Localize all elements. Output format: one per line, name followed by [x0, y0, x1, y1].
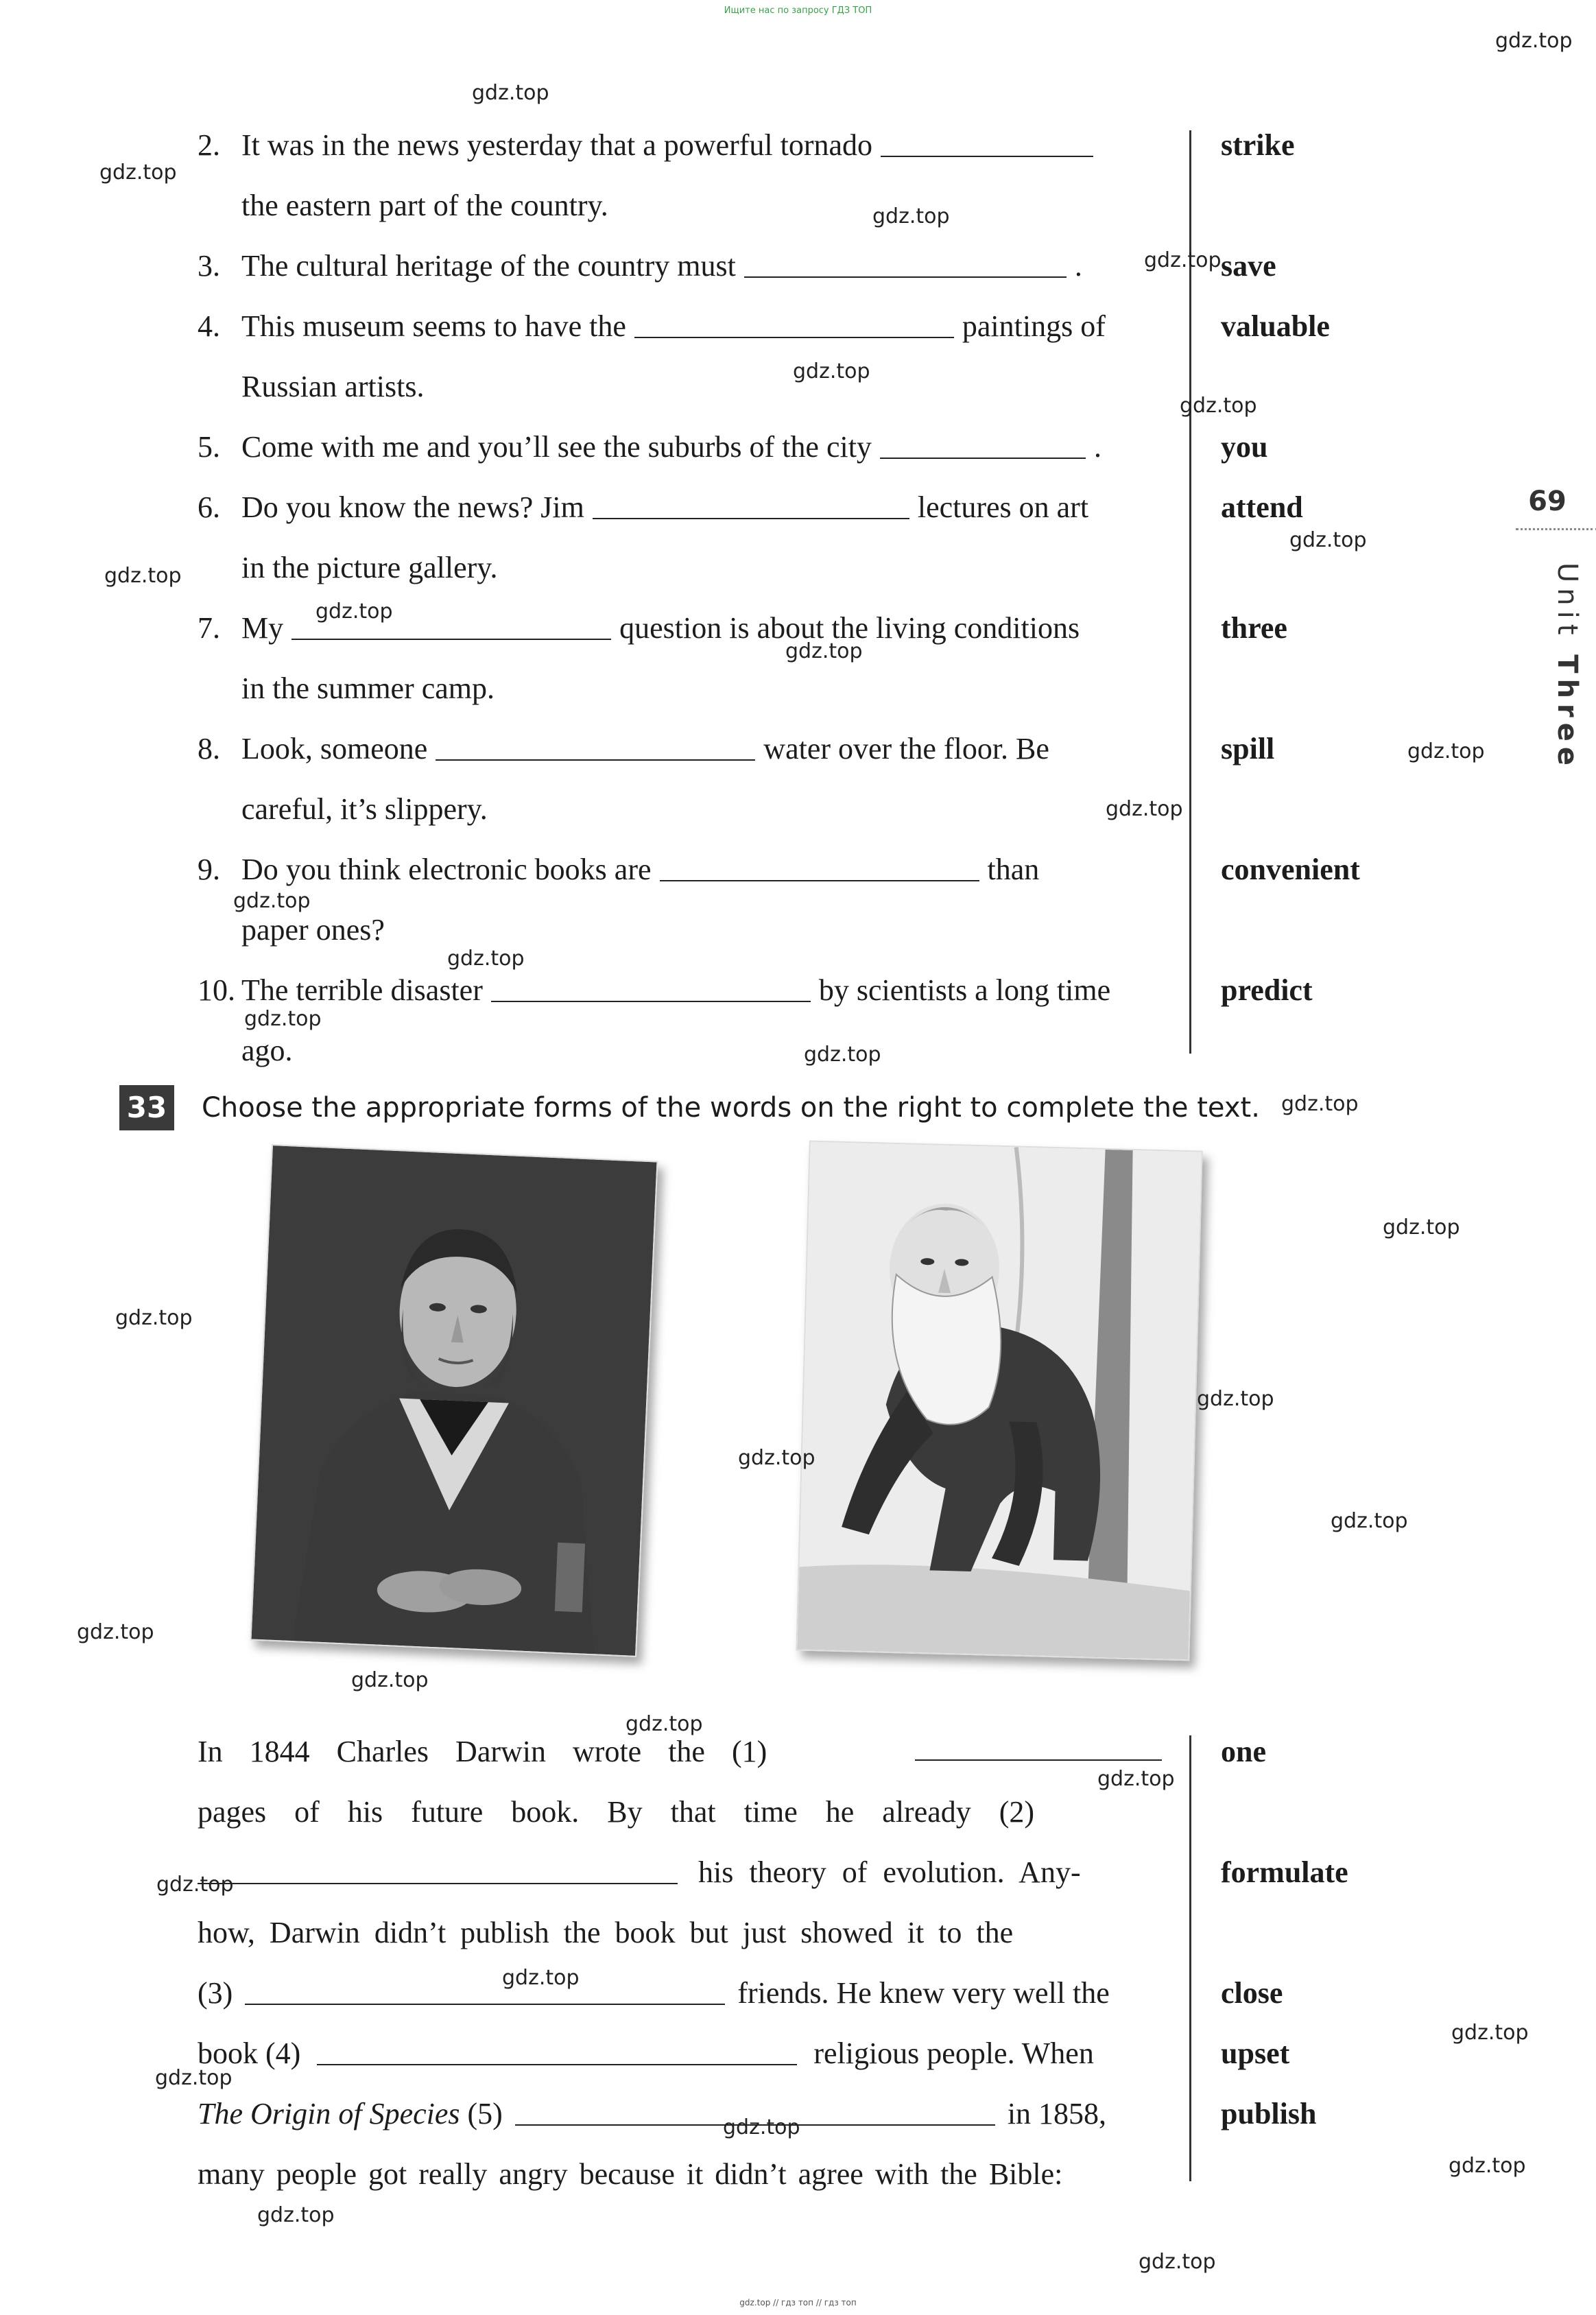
item-text: Look, someone: [241, 732, 428, 765]
watermark: gdz.top: [99, 161, 177, 185]
hint-word: one: [1221, 1735, 1266, 1768]
unit-number-word: Three: [1551, 654, 1583, 771]
item-number: 5.: [198, 430, 220, 464]
answer-blank[interactable]: [660, 880, 979, 881]
item-continuation: careful, it’s slippery.: [241, 792, 488, 826]
item-number: 7.: [198, 611, 220, 645]
watermark: gdz.top: [1331, 1509, 1408, 1533]
footer-note: gdz.top // гдз топ // гдз топ: [739, 2298, 857, 2307]
text-line: pages of his future book. By that time he already (2): [198, 1795, 1035, 1829]
watermark: gdz.top: [872, 204, 950, 228]
text-line: [198, 2023, 1162, 2084]
item-text: The cultural heritage of the country must: [241, 249, 736, 283]
watermark: gdz.top: [244, 1007, 322, 1031]
watermark: gdz.top: [1180, 394, 1257, 418]
hint-word: three: [1221, 611, 1287, 645]
item-number: 8.: [198, 732, 220, 765]
item-number: 10.: [198, 973, 235, 1007]
watermark: gdz.top: [1144, 248, 1222, 272]
portrait-of-darwin-image: [250, 1144, 658, 1657]
item-continuation: Russian artists.: [241, 370, 425, 403]
exercise-item-4: [198, 296, 1158, 357]
answer-blank-2[interactable]: [198, 1883, 678, 1884]
exercise-item-2: [198, 115, 1158, 176]
hint-word: attend: [1221, 490, 1303, 524]
watermark: gdz.top: [115, 1306, 193, 1330]
item-text-end: .: [1093, 430, 1101, 464]
hint-word: you: [1221, 430, 1268, 464]
watermark: gdz.top: [104, 564, 182, 588]
hint-word: predict: [1221, 973, 1313, 1007]
answer-blank[interactable]: [880, 458, 1086, 459]
hint-word: close: [1221, 1976, 1283, 2010]
item-continuation: paper ones?: [241, 913, 385, 947]
watermark: gdz.top: [1407, 739, 1485, 763]
page-number: 69: [1528, 486, 1567, 517]
watermark: gdz.top: [793, 359, 870, 383]
watermark: gdz.top: [233, 889, 311, 913]
exercise-item-6: [198, 477, 1158, 538]
watermark: gdz.top: [351, 1668, 429, 1692]
watermark: gdz.top: [626, 1712, 703, 1736]
text-line: how, Darwin didn’t publish the book but just showed it to the: [198, 1916, 1014, 1949]
watermark: gdz.top: [804, 1043, 881, 1067]
item-number: 3.: [198, 249, 220, 283]
item-text-end: .: [1074, 249, 1082, 283]
item-text-end: water over the floor. Be: [763, 732, 1049, 765]
exercise-item-9: [198, 840, 1158, 900]
watermark: gdz.top: [1097, 1767, 1175, 1791]
item-continuation: ago.: [241, 1034, 293, 1067]
hint-word: save: [1221, 249, 1276, 283]
exercise-item-8: [198, 719, 1158, 779]
item-continuation: in the picture gallery.: [241, 551, 498, 584]
watermark: gdz.top: [1106, 797, 1183, 821]
item-text-end: paintings of: [962, 309, 1106, 343]
darwin-ape-caricature-image: [796, 1141, 1202, 1661]
blank-number-3: (3): [198, 1976, 233, 2010]
header-search-note: Ищите нас по запросу ГДЗ ТОП: [724, 5, 872, 16]
answer-blank-1[interactable]: [915, 1759, 1162, 1761]
item-text: Do you think electronic books are: [241, 853, 652, 886]
exercise-item-5: [198, 417, 1158, 477]
watermark: gdz.top: [1289, 528, 1367, 552]
watermark: gdz.top: [1281, 1092, 1359, 1116]
answer-blank[interactable]: [491, 1001, 811, 1002]
text-line: [198, 1963, 1162, 2023]
text-line-content: in 1858,: [1007, 2097, 1107, 2130]
item-text-end: question is about the living conditions: [619, 611, 1080, 645]
book-title: The Origin of Species: [198, 2097, 460, 2130]
item-number: 9.: [198, 853, 220, 886]
unit-word: Unit: [1551, 562, 1583, 641]
portrait-illustration: [252, 1145, 657, 1656]
item-continuation: in the summer camp.: [241, 672, 495, 705]
watermark: gdz.top: [1451, 2021, 1529, 2045]
watermark: gdz.top: [315, 599, 393, 624]
hint-word: spill: [1221, 732, 1275, 765]
hint-word: publish: [1221, 2097, 1317, 2130]
hint-word: upset: [1221, 2037, 1290, 2070]
page-number-divider: [1516, 528, 1596, 530]
answer-blank[interactable]: [881, 156, 1093, 157]
watermark: gdz.top: [723, 2115, 800, 2139]
answer-blank-3[interactable]: [245, 2004, 725, 2005]
hint-word: strike: [1221, 128, 1295, 162]
text-line: [198, 1842, 1162, 1903]
item-text: Do you know the news? Jim: [241, 490, 584, 524]
exercise-item-3: [198, 236, 1158, 296]
watermark: gdz.top: [502, 1966, 580, 1990]
item-text: My: [241, 611, 284, 645]
watermark: gdz.top: [257, 2203, 335, 2227]
text-line: [198, 2084, 1162, 2144]
watermark: gdz.top: [1495, 29, 1573, 53]
item-text: The terrible disaster: [241, 973, 483, 1007]
blank-number-5: (5): [467, 2097, 503, 2130]
exercise-instruction: Choose the appropriate forms of the words on the right to complete the text.: [202, 1092, 1260, 1124]
hint-word: formulate: [1221, 1855, 1348, 1889]
watermark: gdz.top: [1139, 2250, 1216, 2274]
exercise-item-10: [198, 960, 1158, 1021]
answer-blank[interactable]: [291, 639, 611, 640]
item-number: 2.: [198, 128, 220, 162]
watermark: gdz.top: [785, 639, 863, 663]
hint-word: valuable: [1221, 309, 1330, 343]
item-continuation: the eastern part of the country.: [241, 189, 608, 222]
text-line: many people got really angry because it didn’t agree with the Bible:: [198, 2157, 1063, 2191]
caricature-illustration: [797, 1142, 1201, 1660]
watermark: gdz.top: [156, 1873, 234, 1897]
watermark: gdz.top: [1197, 1387, 1274, 1411]
watermark: gdz.top: [738, 1446, 815, 1470]
watermark: gdz.top: [472, 81, 549, 105]
watermark: gdz.top: [77, 1620, 154, 1644]
exercise-number-badge: 33: [119, 1085, 174, 1130]
text-line-content: In 1844 Charles Darwin wrote the (1): [198, 1735, 767, 1768]
text-line-content: friends. He knew very well the: [737, 1976, 1110, 2010]
item-text-end: by scientists a long time: [818, 973, 1111, 1007]
item-text-end: than: [987, 853, 1040, 886]
answer-blank[interactable]: [744, 276, 1067, 278]
text-line-start: book (4): [198, 2037, 301, 2070]
answer-blank[interactable]: [634, 337, 954, 338]
item-text-end: lectures on art: [917, 490, 1089, 524]
item-text: This museum seems to have the: [241, 309, 626, 343]
watermark: gdz.top: [1449, 2154, 1526, 2178]
item-text: It was in the news yesterday that a powerful tornado: [241, 128, 873, 162]
answer-blank-4[interactable]: [317, 2064, 797, 2065]
answer-blank[interactable]: [436, 759, 755, 761]
hint-word: convenient: [1221, 853, 1360, 886]
answer-blank[interactable]: [593, 518, 909, 519]
item-number: 6.: [198, 490, 220, 524]
watermark: gdz.top: [1383, 1215, 1460, 1239]
column-divider: [1189, 1735, 1191, 2181]
item-text: Come with me and you’ll see the suburbs of the city: [241, 430, 872, 464]
watermark: gdz.top: [447, 947, 525, 971]
watermark: gdz.top: [155, 2066, 233, 2090]
text-line-content: his theory of evolution. Any-: [698, 1855, 1081, 1889]
item-number: 4.: [198, 309, 220, 343]
text-line-content: religious people. When: [813, 2037, 1094, 2070]
